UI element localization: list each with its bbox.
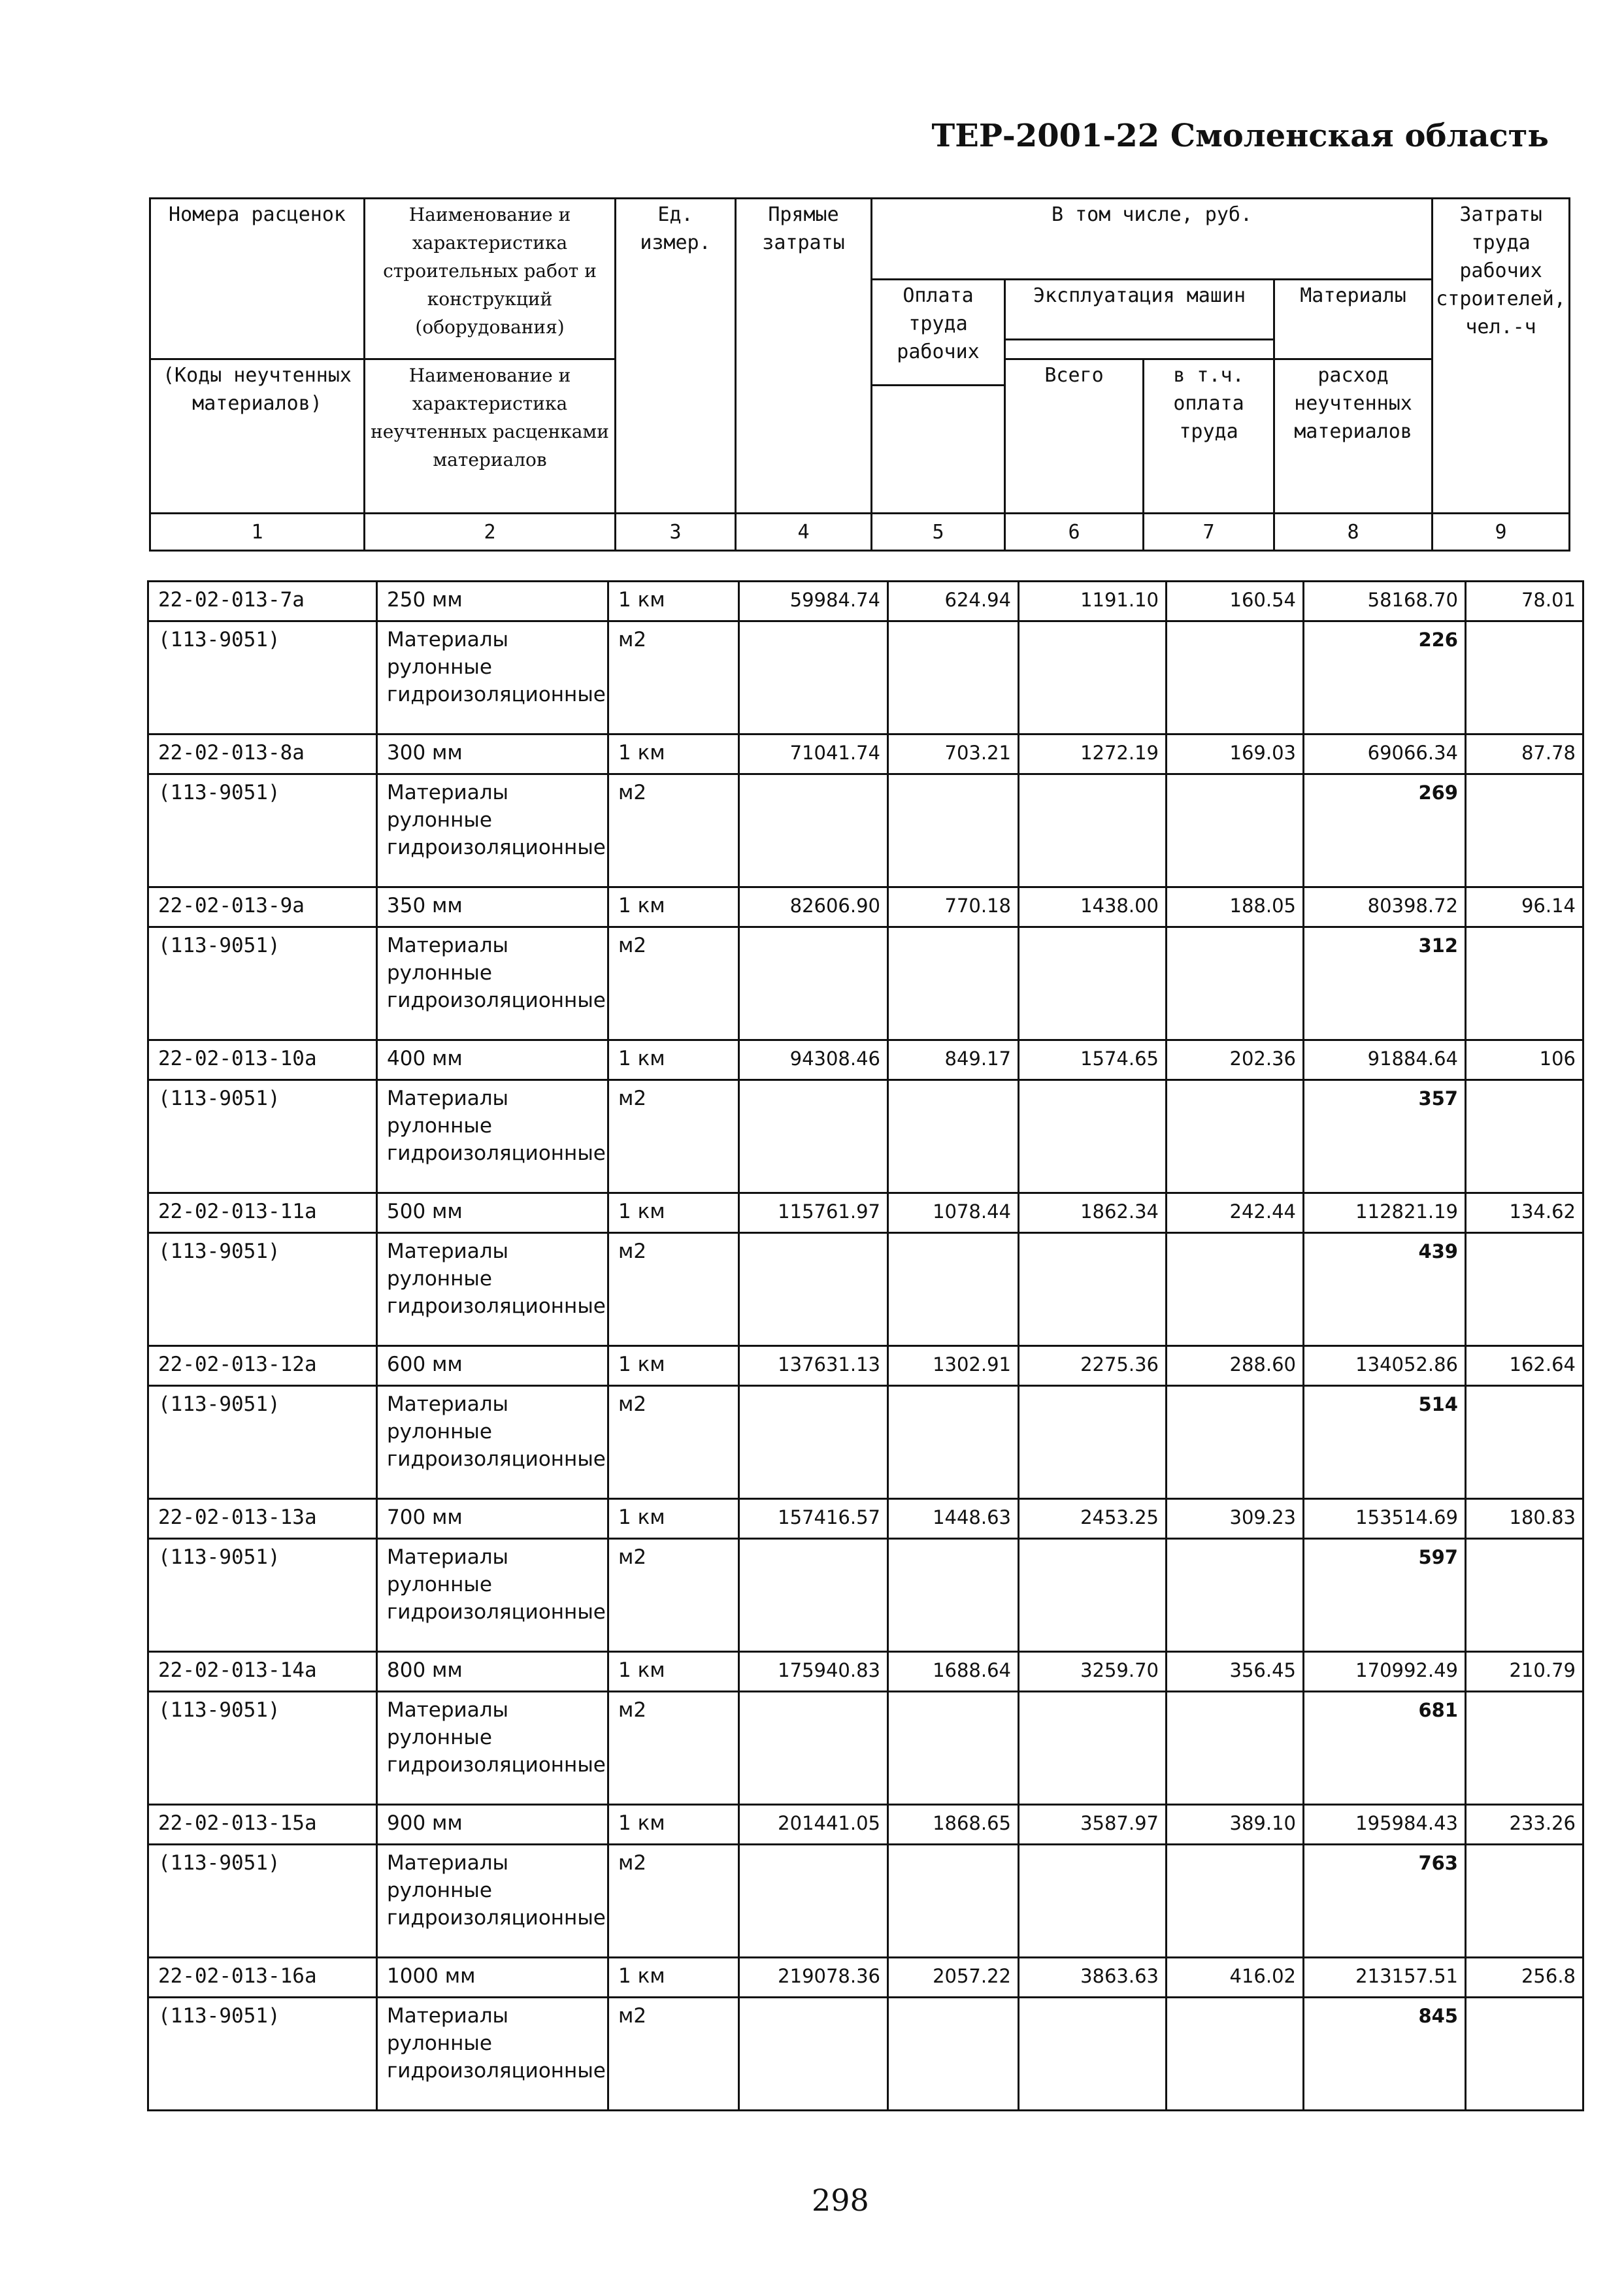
- material-name: Материалы рулонные гидроизоляционные: [377, 1080, 608, 1193]
- material-quantity: 269: [1304, 774, 1466, 887]
- empty-cell: [1019, 1692, 1167, 1805]
- header-col5: Оплата труда рабочих: [872, 280, 1005, 386]
- empty-cell: [1466, 1386, 1583, 1499]
- machine-labor-cost: 356.45: [1167, 1652, 1304, 1692]
- empty-cell: [739, 1998, 888, 2111]
- empty-cell: [739, 1080, 888, 1193]
- work-name: 250 мм: [377, 582, 608, 621]
- header-col4: Прямые затраты: [736, 199, 872, 514]
- material-unit: м2: [608, 774, 739, 887]
- machine-labor-cost: 242.44: [1167, 1193, 1304, 1233]
- unit: 1 км: [608, 887, 739, 927]
- direct-cost: 137631.13: [739, 1346, 888, 1386]
- col-number: 8: [1274, 514, 1433, 551]
- machine-cost: 3259.70: [1019, 1652, 1167, 1692]
- machine-cost: 2453.25: [1019, 1499, 1167, 1539]
- material-quantity: 597: [1304, 1539, 1466, 1652]
- material-row: [148, 1692, 1583, 1805]
- empty-cell: [1466, 1692, 1583, 1805]
- machine-cost: 3587.97: [1019, 1805, 1167, 1845]
- materials-cost: 170992.49: [1304, 1652, 1466, 1692]
- machine-labor-cost: 389.10: [1167, 1805, 1304, 1845]
- col-number: 5: [872, 514, 1005, 551]
- material-code: (113-9051): [148, 1386, 377, 1499]
- empty-cell: [739, 621, 888, 734]
- empty-cell: [1167, 1080, 1304, 1193]
- direct-cost: 157416.57: [739, 1499, 888, 1539]
- empty-cell: [739, 1233, 888, 1346]
- material-quantity: 763: [1304, 1845, 1466, 1958]
- header-col9: Затраты труда рабочих строителей, чел.-ч: [1433, 199, 1570, 514]
- material-unit: м2: [608, 621, 739, 734]
- empty-cell: [1466, 1539, 1583, 1652]
- unit: 1 км: [608, 1958, 739, 1998]
- materials-cost: 58168.70: [1304, 582, 1466, 621]
- material-code: (113-9051): [148, 1539, 377, 1652]
- empty-cell: [1466, 1998, 1583, 2111]
- direct-cost: 59984.74: [739, 582, 888, 621]
- labor-cost: 2057.22: [888, 1958, 1019, 1998]
- rate-code: 22-02-013-10а: [148, 1040, 377, 1080]
- unit: 1 км: [608, 1652, 739, 1692]
- header-col6: Всего: [1005, 359, 1144, 514]
- machine-labor-cost: 416.02: [1167, 1958, 1304, 1998]
- empty-cell: [1167, 1386, 1304, 1499]
- material-name: Материалы рулонные гидроизоляционные: [377, 774, 608, 887]
- unit: 1 км: [608, 1193, 739, 1233]
- header-col8-top: Материалы: [1274, 280, 1433, 359]
- table-row: [148, 1193, 1583, 1233]
- labor-cost: 1078.44: [888, 1193, 1019, 1233]
- rates-table: [147, 580, 1584, 2111]
- material-unit: м2: [608, 1845, 739, 1958]
- materials-cost: 69066.34: [1304, 734, 1466, 774]
- table-row: [148, 1805, 1583, 1845]
- table-row: [148, 1499, 1583, 1539]
- material-unit: м2: [608, 1539, 739, 1652]
- machine-labor-cost: 202.36: [1167, 1040, 1304, 1080]
- material-quantity: 681: [1304, 1692, 1466, 1805]
- empty-cell: [888, 927, 1019, 1040]
- rate-code: 22-02-013-9а: [148, 887, 377, 927]
- machine-labor-cost: 188.05: [1167, 887, 1304, 927]
- work-name: 700 мм: [377, 1499, 608, 1539]
- empty-cell: [1466, 927, 1583, 1040]
- direct-cost: 201441.05: [739, 1805, 888, 1845]
- labor-cost: 1448.63: [888, 1499, 1019, 1539]
- col-number: 2: [365, 514, 616, 551]
- page-number: 298: [812, 2183, 869, 2218]
- rate-code: 22-02-013-8а: [148, 734, 377, 774]
- direct-cost: 82606.90: [739, 887, 888, 927]
- rate-code: 22-02-013-7а: [148, 582, 377, 621]
- material-code: (113-9051): [148, 1080, 377, 1193]
- table-row: [148, 1040, 1583, 1080]
- empty-cell: [888, 774, 1019, 887]
- unit: 1 км: [608, 582, 739, 621]
- labor-hours: 134.62: [1466, 1193, 1583, 1233]
- labor-hours: 210.79: [1466, 1652, 1583, 1692]
- empty-cell: [739, 1692, 888, 1805]
- empty-cell: [1019, 1539, 1167, 1652]
- materials-cost: 213157.51: [1304, 1958, 1466, 1998]
- material-row: [148, 1998, 1583, 2111]
- col-number: 7: [1144, 514, 1274, 551]
- empty-cell: [1167, 1539, 1304, 1652]
- material-unit: м2: [608, 1692, 739, 1805]
- col-number: 9: [1433, 514, 1570, 551]
- machine-cost: 1574.65: [1019, 1040, 1167, 1080]
- labor-cost: 849.17: [888, 1040, 1019, 1080]
- machine-labor-cost: 169.03: [1167, 734, 1304, 774]
- material-name: Материалы рулонные гидроизоляционные: [377, 1845, 608, 1958]
- empty-cell: [739, 1845, 888, 1958]
- empty-cell: [1019, 927, 1167, 1040]
- direct-cost: 71041.74: [739, 734, 888, 774]
- table-row: [148, 582, 1583, 621]
- empty-cell: [1167, 1692, 1304, 1805]
- material-name: Материалы рулонные гидроизоляционные: [377, 1233, 608, 1346]
- unit: 1 км: [608, 1346, 739, 1386]
- materials-cost: 195984.43: [1304, 1805, 1466, 1845]
- empty-cell: [1019, 621, 1167, 734]
- empty-cell: [888, 1080, 1019, 1193]
- rate-code: 22-02-013-15а: [148, 1805, 377, 1845]
- labor-hours: 106: [1466, 1040, 1583, 1080]
- materials-cost: 112821.19: [1304, 1193, 1466, 1233]
- machine-cost: 2275.36: [1019, 1346, 1167, 1386]
- material-name: Материалы рулонные гидроизоляционные: [377, 1386, 608, 1499]
- material-code: (113-9051): [148, 1233, 377, 1346]
- material-name: Материалы рулонные гидроизоляционные: [377, 1692, 608, 1805]
- material-row: [148, 1845, 1583, 1958]
- empty-cell: [888, 1539, 1019, 1652]
- unit: 1 км: [608, 1040, 739, 1080]
- material-row: [148, 927, 1583, 1040]
- empty-cell: [1019, 1233, 1167, 1346]
- material-quantity: 514: [1304, 1386, 1466, 1499]
- labor-hours: 180.83: [1466, 1499, 1583, 1539]
- empty-cell: [1167, 774, 1304, 887]
- material-quantity: 226: [1304, 621, 1466, 734]
- labor-hours: 162.64: [1466, 1346, 1583, 1386]
- empty-cell: [739, 927, 888, 1040]
- empty-cell: [888, 1998, 1019, 2111]
- material-name: Материалы рулонные гидроизоляционные: [377, 1539, 608, 1652]
- labor-cost: 624.94: [888, 582, 1019, 621]
- direct-cost: 219078.36: [739, 1958, 888, 1998]
- empty-cell: [1167, 621, 1304, 734]
- machine-cost: 1272.19: [1019, 734, 1167, 774]
- material-quantity: 845: [1304, 1998, 1466, 2111]
- labor-hours: 78.01: [1466, 582, 1583, 621]
- empty-cell: [1167, 1845, 1304, 1958]
- empty-cell: [1019, 1845, 1167, 1958]
- rate-code: 22-02-013-16а: [148, 1958, 377, 1998]
- material-code: (113-9051): [148, 927, 377, 1040]
- col-number: 4: [736, 514, 872, 551]
- table-row: [148, 734, 1583, 774]
- empty-cell: [1019, 1386, 1167, 1499]
- work-name: 350 мм: [377, 887, 608, 927]
- work-name: 500 мм: [377, 1193, 608, 1233]
- direct-cost: 115761.97: [739, 1193, 888, 1233]
- material-unit: м2: [608, 1080, 739, 1193]
- machine-labor-cost: 309.23: [1167, 1499, 1304, 1539]
- material-name: Материалы рулонные гидроизоляционные: [377, 1998, 608, 2111]
- header-col1-bottom: (Коды неучтенных материалов): [150, 359, 365, 514]
- material-unit: м2: [608, 927, 739, 1040]
- header-col8-bottom: расход неучтенных материалов: [1274, 359, 1433, 514]
- header-col2-top: Наименование и характеристика строительных работ и конструкций (оборудования): [365, 199, 616, 359]
- work-name: 900 мм: [377, 1805, 608, 1845]
- table-row: [148, 1346, 1583, 1386]
- direct-cost: 175940.83: [739, 1652, 888, 1692]
- unit: 1 км: [608, 734, 739, 774]
- material-unit: м2: [608, 1998, 739, 2111]
- empty-cell: [888, 1692, 1019, 1805]
- empty-cell: [1466, 621, 1583, 734]
- materials-cost: 134052.86: [1304, 1346, 1466, 1386]
- header-group: В том числе, руб.: [872, 199, 1433, 280]
- material-quantity: 357: [1304, 1080, 1466, 1193]
- material-code: (113-9051): [148, 774, 377, 887]
- material-unit: м2: [608, 1233, 739, 1346]
- empty-cell: [888, 621, 1019, 734]
- header-col1-top: Номера расценок: [150, 199, 365, 359]
- empty-cell: [1167, 1233, 1304, 1346]
- labor-cost: 1302.91: [888, 1346, 1019, 1386]
- work-name: 600 мм: [377, 1346, 608, 1386]
- empty-cell: [739, 774, 888, 887]
- empty-cell: [1167, 927, 1304, 1040]
- material-row: [148, 1233, 1583, 1346]
- material-code: (113-9051): [148, 1998, 377, 2111]
- col-number: 6: [1005, 514, 1144, 551]
- material-row: [148, 774, 1583, 887]
- materials-cost: 153514.69: [1304, 1499, 1466, 1539]
- header-col2-bottom: Наименование и характеристика неучтенных расценками материалов: [365, 359, 616, 514]
- work-name: 1000 мм: [377, 1958, 608, 1998]
- empty-cell: [739, 1386, 888, 1499]
- machine-cost: 1191.10: [1019, 582, 1167, 621]
- table-row: [148, 1652, 1583, 1692]
- materials-cost: 80398.72: [1304, 887, 1466, 927]
- machine-cost: 3863.63: [1019, 1958, 1167, 1998]
- empty-cell: [1466, 1080, 1583, 1193]
- labor-hours: 87.78: [1466, 734, 1583, 774]
- material-code: (113-9051): [148, 621, 377, 734]
- unit: 1 км: [608, 1499, 739, 1539]
- empty-cell: [888, 1845, 1019, 1958]
- empty-cell: [888, 1386, 1019, 1499]
- empty-cell: [1466, 1845, 1583, 1958]
- page-title: ТЕР-2001-22 Смоленская область: [931, 118, 1549, 154]
- col-number: 3: [616, 514, 736, 551]
- machine-cost: 1438.00: [1019, 887, 1167, 927]
- machine-labor-cost: 288.60: [1167, 1346, 1304, 1386]
- material-row: [148, 1080, 1583, 1193]
- machine-labor-cost: 160.54: [1167, 582, 1304, 621]
- rate-code: 22-02-013-14а: [148, 1652, 377, 1692]
- labor-hours: 96.14: [1466, 887, 1583, 927]
- table-row: [148, 887, 1583, 927]
- material-quantity: 312: [1304, 927, 1466, 1040]
- table-row: [148, 1958, 1583, 1998]
- material-quantity: 439: [1304, 1233, 1466, 1346]
- labor-cost: 703.21: [888, 734, 1019, 774]
- empty-cell: [1019, 774, 1167, 887]
- machine-cost: 1862.34: [1019, 1193, 1167, 1233]
- material-code: (113-9051): [148, 1692, 377, 1805]
- rate-code: 22-02-013-13а: [148, 1499, 377, 1539]
- empty-cell: [739, 1539, 888, 1652]
- material-name: Материалы рулонные гидроизоляционные: [377, 927, 608, 1040]
- labor-hours: 233.26: [1466, 1805, 1583, 1845]
- material-row: [148, 621, 1583, 734]
- rate-code: 22-02-013-12а: [148, 1346, 377, 1386]
- labor-cost: 1868.65: [888, 1805, 1019, 1845]
- header-col5-cont: [872, 386, 1005, 514]
- empty-cell: [1466, 1233, 1583, 1346]
- work-name: 400 мм: [377, 1040, 608, 1080]
- rate-code: 22-02-013-11а: [148, 1193, 377, 1233]
- direct-cost: 94308.46: [739, 1040, 888, 1080]
- material-unit: м2: [608, 1386, 739, 1499]
- empty-cell: [1466, 774, 1583, 887]
- header-machines: Эксплуатация машин: [1005, 280, 1274, 340]
- work-name: 300 мм: [377, 734, 608, 774]
- work-name: 800 мм: [377, 1652, 608, 1692]
- material-name: Материалы рулонные гидроизоляционные: [377, 621, 608, 734]
- unit: 1 км: [608, 1805, 739, 1845]
- header-col3: Ед. измер.: [616, 199, 736, 514]
- empty-cell: [1019, 1998, 1167, 2111]
- empty-cell: [1167, 1998, 1304, 2111]
- empty-cell: [888, 1233, 1019, 1346]
- labor-cost: 770.18: [888, 887, 1019, 927]
- labor-hours: 256.8: [1466, 1958, 1583, 1998]
- labor-cost: 1688.64: [888, 1652, 1019, 1692]
- table-header: [149, 197, 1570, 552]
- material-code: (113-9051): [148, 1845, 377, 1958]
- empty-cell: [1019, 1080, 1167, 1193]
- material-row: [148, 1539, 1583, 1652]
- material-row: [148, 1386, 1583, 1499]
- col-number: 1: [150, 514, 365, 551]
- materials-cost: 91884.64: [1304, 1040, 1466, 1080]
- header-col7: в т.ч. оплата труда: [1144, 359, 1274, 514]
